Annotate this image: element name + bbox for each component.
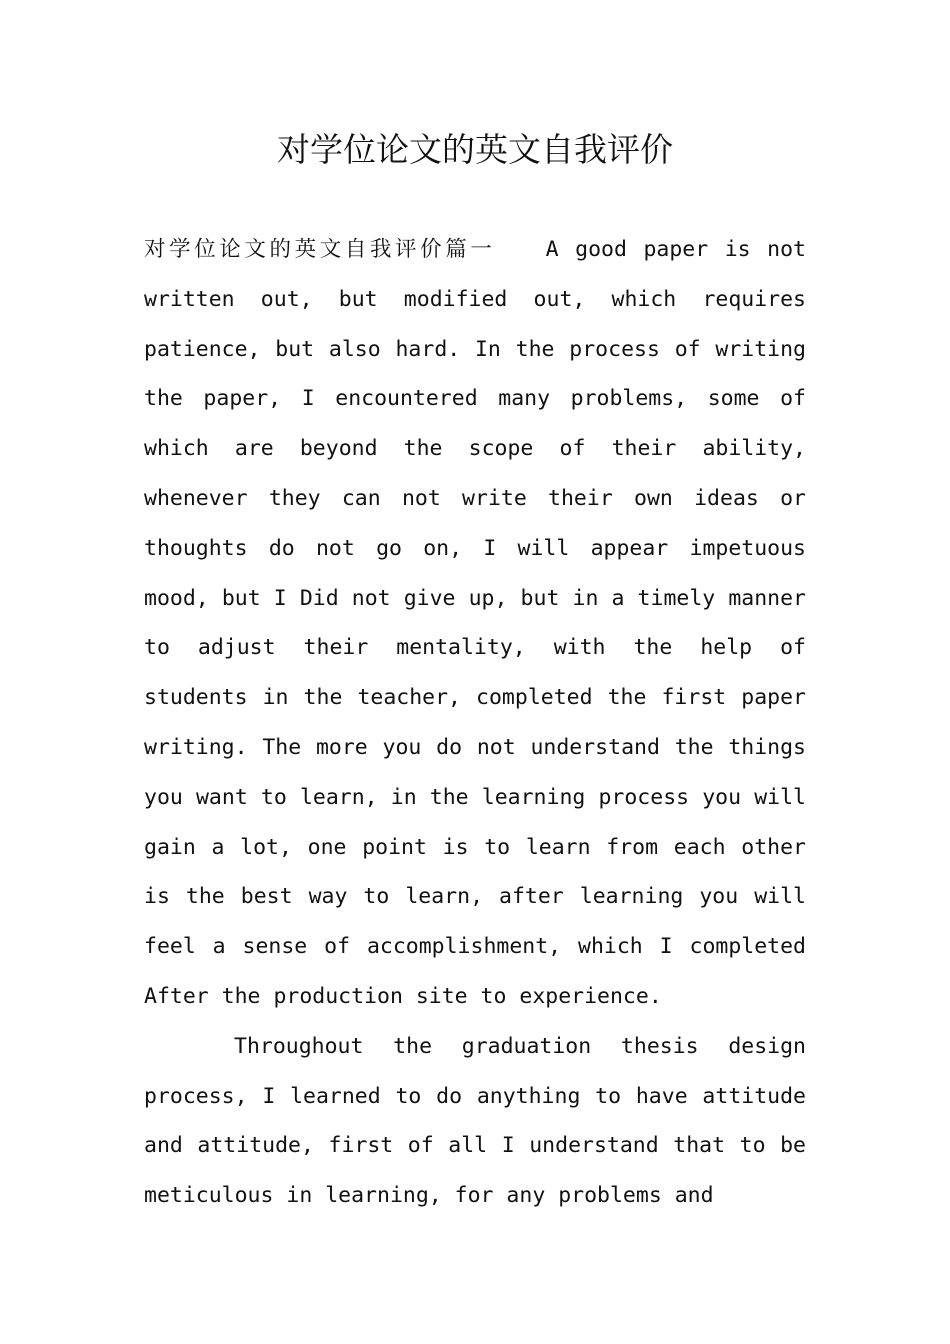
paragraph-2: Throughout the graduation thesis design process, I learned to do anything to have attitude and attitude, first of all I understand that to be meticulous in learning, for any problems and xyxy=(144,1033,806,1209)
page-title: 对学位论文的英文自我评价 xyxy=(277,130,673,169)
paragraph-1: 对学位论文的英文自我评价篇一 A good paper is not written out, but modified out, which requires patience, but also hard. In the process of writing the paper, I encountered many problems, some of which are beyond the scope of their ability, whenever they can not write their own ideas or thoughts do not go on, I will appear impetuous mood, but I Did not give up, but in a timely manner to adjust their mentality, with the help of students in the teacher, completed the first paper writing. The more you do not understand the things you want to learn, in the learning process you will gain a lot, one point is to learn from each other is the best way to learn, after learning you will feel a sense of accomplishment, which I completed After the production site to experience. xyxy=(144,237,806,1009)
document-body xyxy=(144,225,806,1221)
